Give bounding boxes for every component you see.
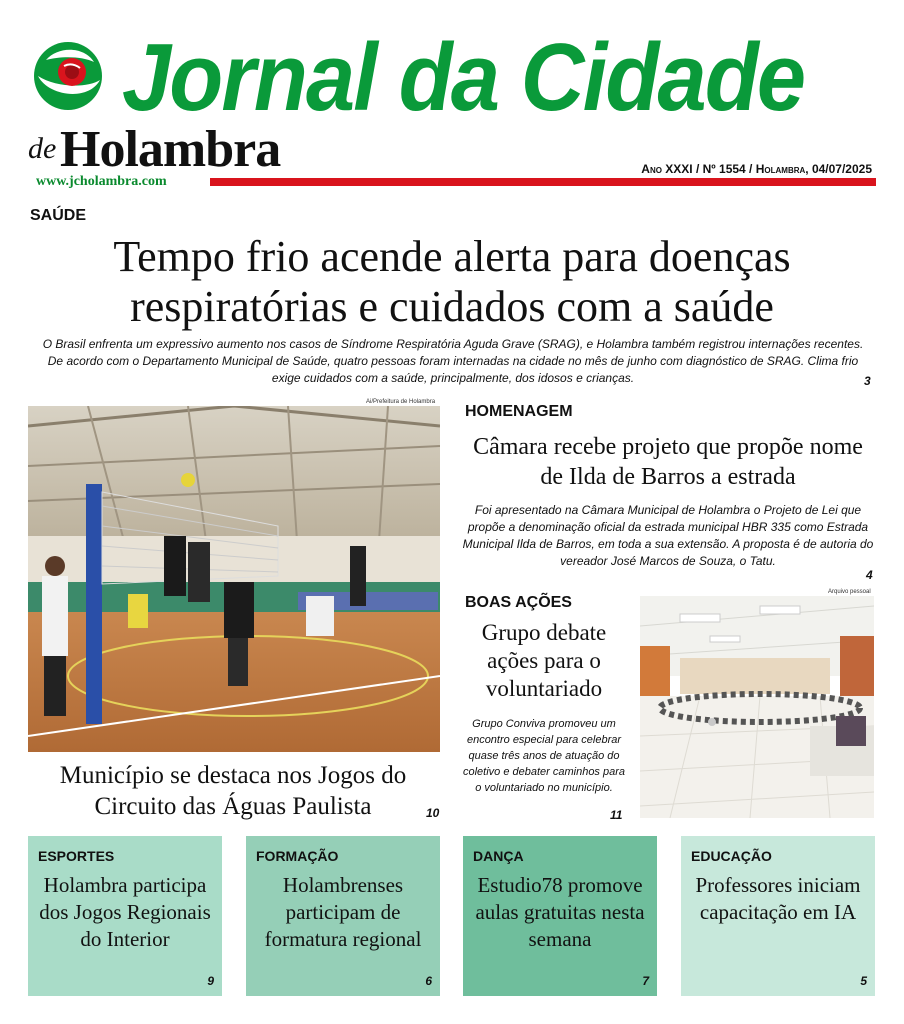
box-headline: Professores iniciam capacitação em IA [695,873,861,924]
meeting-photo-credit: Arquivo pessoal [828,589,871,595]
lead-section-label: SAÚDE [30,207,87,224]
box-headline: Holambra participa dos Jogos Regionais do Interior [39,873,211,951]
sports-photo-credit: Ai/Prefeitura de Holambra [366,399,436,405]
homenagem-headline[interactable]: Câmara recebe projeto que propõe nome de Ilda de Barros a estrada [473,434,863,490]
website-link[interactable]: www.jcholambra.com [36,174,167,189]
box-formacao[interactable] [246,836,440,996]
box-page-number: 7 [642,974,649,988]
meeting-photo[interactable] [640,596,874,818]
boas-acoes-headline[interactable]: Grupo debate ações para o voluntariado [481,620,607,701]
newspaper-subtitle-city: Holambra [60,121,281,178]
volleyball-photo[interactable] [28,406,440,752]
lead-headline[interactable]: Tempo frio acende alerta para doenças respiratórias e cuidados com a saúde [113,232,791,331]
boas-acoes-summary: Grupo Conviva promoveu um encontro especial para celebrar quase três anos de atuação do coletivo e debater caminhos para o voluntariado no município. [462,718,626,794]
sports-page-number: 10 [426,806,440,820]
sports-headline[interactable]: Município se destaca nos Jogos do Circuito das Águas Paulista [59,762,407,820]
box-page-number: 6 [425,974,432,988]
box-section-label: ESPORTES [38,848,115,864]
box-esportes[interactable] [28,836,222,996]
box-page-number: 5 [860,974,867,988]
box-headline: Holambrenses participam de formatura regional [264,873,422,951]
newspaper-subtitle-de: de [28,132,57,165]
homenagem-page-number: 4 [866,568,873,582]
lead-page-number: 3 [864,374,871,388]
box-educacao[interactable] [681,836,875,996]
box-headline: Estudio78 promove aulas gratuitas nesta semana [475,873,645,951]
homenagem-summary: Foi apresentado na Câmara Municipal de Holambra o Projeto de Lei que propõe a denominação oficial da estrada municipal HBR 335 como Estrada Municipal Ilda de Barros, em toda a sua extensão. A proposta é de autoria do vereador José Marcos de Souza, o Tatu. [462,503,874,568]
box-page-number: 9 [207,974,214,988]
masthead-divider [210,178,876,186]
rose-logo-icon [28,36,108,116]
newspaper-title: Jornal da Cidade [122,24,805,131]
box-danca[interactable] [463,836,657,996]
box-section-label: EDUCAÇÃO [691,848,772,864]
edition-info: Ano XXXI / Nº 1554 / Holambra, 04/07/2025 [641,162,872,176]
masthead [22,26,882,196]
box-section-label: DANÇA [473,848,524,864]
box-section-label: FORMAÇÃO [256,848,339,864]
homenagem-section-label: HOMENAGEM [465,403,573,420]
lead-summary: O Brasil enfrenta um expressivo aumento nos casos de Síndrome Respiratória Aguda Grave (SRAG), e Holambra também registrou internações recentes. De acordo com o Departamento Municipal de Saúde, quatro pessoas foram internadas na cidade no mês de junho com diagnóstico de SRAG. Clima frio exige cuidados com a saúde, principalmente, dos idosos e crianças. [42,337,864,385]
boas-acoes-section-label: BOAS AÇÕES [465,594,572,611]
boas-acoes-page-number: 11 [610,808,623,822]
